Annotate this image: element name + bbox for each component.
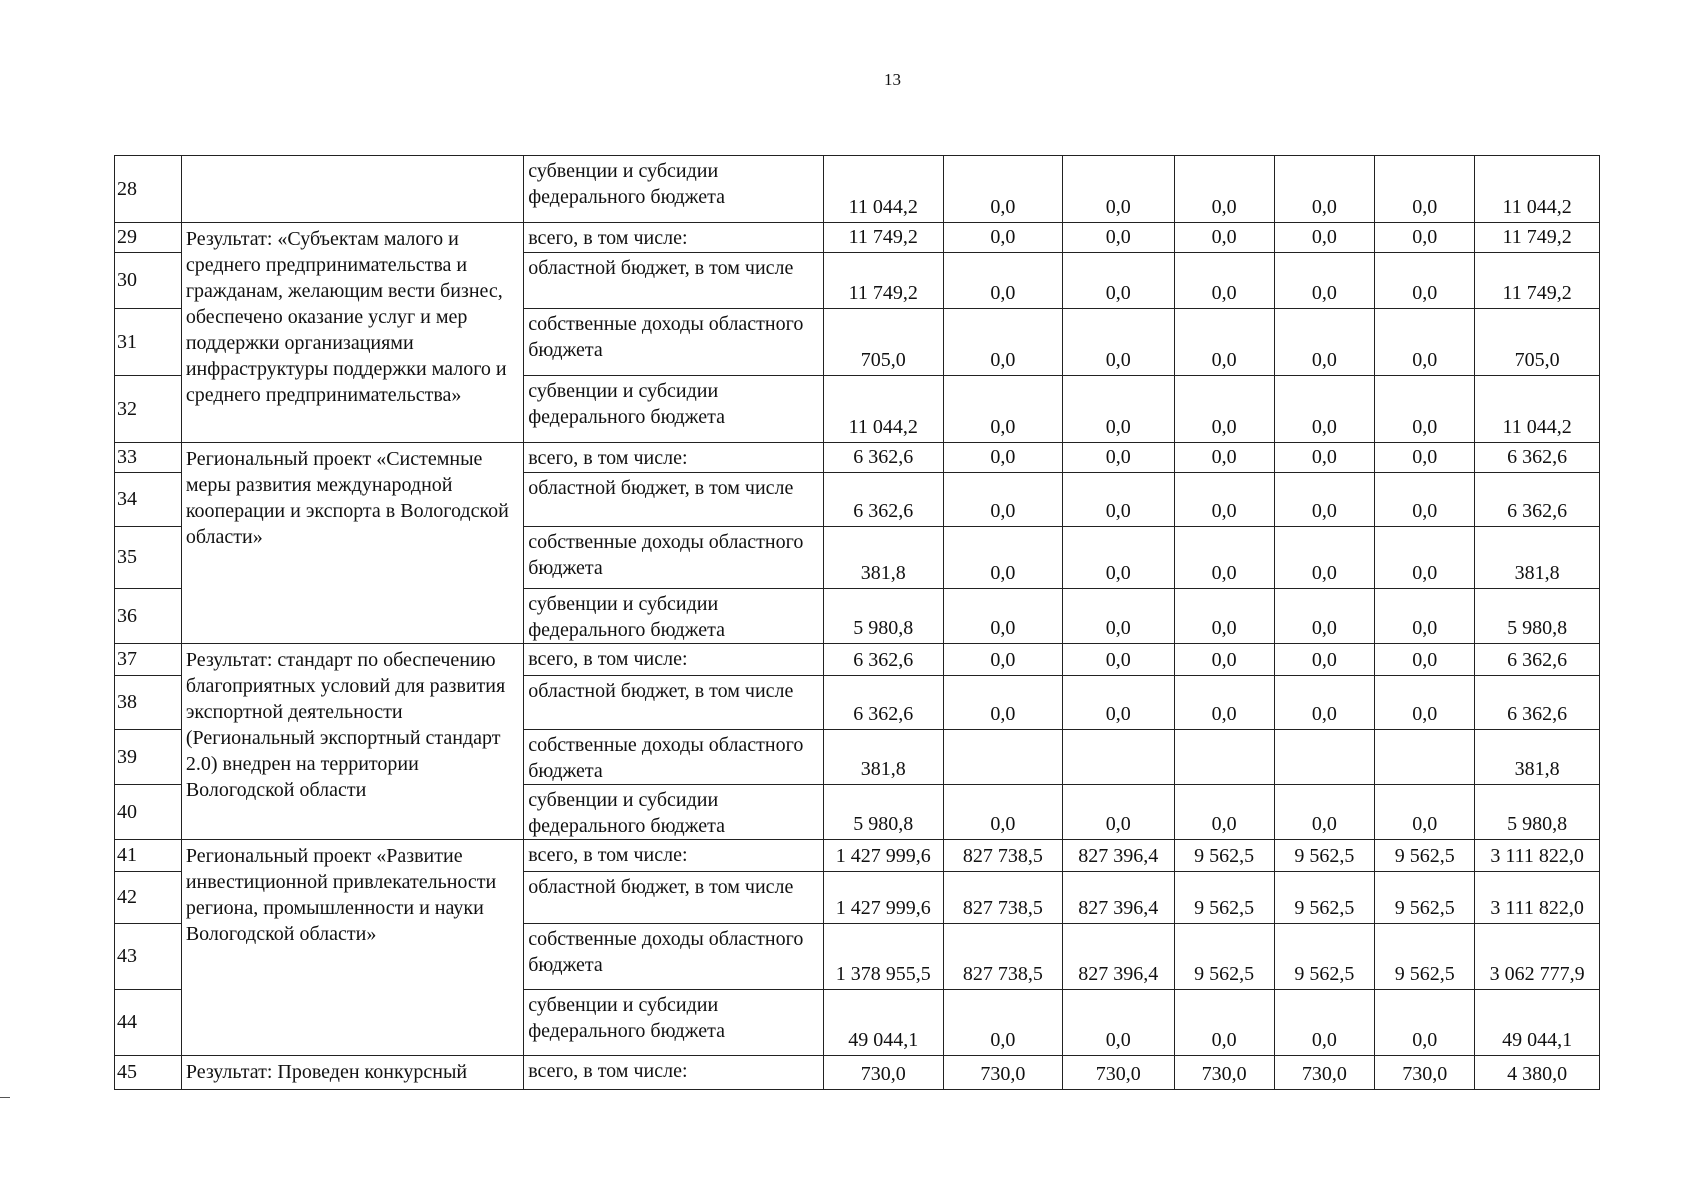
- row-number: 43: [115, 924, 182, 990]
- year-value: 0,0: [1063, 376, 1174, 443]
- funding-source: областной бюджет, в том числе: [524, 872, 824, 924]
- total-value: 3 111 822,0: [1475, 840, 1600, 872]
- year-value: 0,0: [943, 676, 1063, 730]
- year-value: 0,0: [1274, 785, 1374, 840]
- row-number: 40: [115, 785, 182, 840]
- year-value: 0,0: [1174, 676, 1274, 730]
- year-value: 0,0: [1174, 473, 1274, 527]
- year-value: 0,0: [943, 443, 1063, 473]
- year-value: 0,0: [1274, 309, 1374, 376]
- total-value: 3 062 777,9: [1475, 924, 1600, 990]
- year-value: 0,0: [1274, 990, 1374, 1056]
- total-value: 5 980,8: [1475, 785, 1600, 840]
- table-row: [115, 644, 1600, 676]
- year-value: 0,0: [1063, 156, 1174, 223]
- year-value: 9 562,5: [1174, 924, 1274, 990]
- year-value: 730,0: [943, 1056, 1063, 1090]
- table-row: [115, 223, 1600, 253]
- year-value: 0,0: [1274, 473, 1374, 527]
- total-value: 6 362,6: [1475, 676, 1600, 730]
- year-value: 0,0: [1063, 473, 1174, 527]
- year-value: 0,0: [1063, 253, 1174, 309]
- year-value: 827 738,5: [943, 840, 1063, 872]
- year-value: 6 362,6: [824, 473, 944, 527]
- year-value: 0,0: [1174, 253, 1274, 309]
- row-number: 30: [115, 253, 182, 309]
- year-value: [943, 730, 1063, 785]
- year-value: 0,0: [943, 473, 1063, 527]
- year-value: 5 980,8: [824, 785, 944, 840]
- year-value: 827 738,5: [943, 924, 1063, 990]
- year-value: 0,0: [1274, 253, 1374, 309]
- year-value: 827 396,4: [1063, 924, 1174, 990]
- year-value: 9 562,5: [1375, 924, 1475, 990]
- year-value: 0,0: [1063, 223, 1174, 253]
- row-number: 38: [115, 676, 182, 730]
- funding-source: областной бюджет, в том числе: [524, 473, 824, 527]
- total-value: 6 362,6: [1475, 443, 1600, 473]
- year-value: 9 562,5: [1274, 872, 1374, 924]
- year-value: 0,0: [943, 223, 1063, 253]
- year-value: 0,0: [1375, 644, 1475, 676]
- funding-source: собственные доходы областного бюджета: [524, 730, 824, 785]
- total-value: 11 749,2: [1475, 253, 1600, 309]
- row-number: 39: [115, 730, 182, 785]
- year-value: 0,0: [943, 644, 1063, 676]
- year-value: 381,8: [824, 730, 944, 785]
- year-value: 730,0: [1274, 1056, 1374, 1090]
- year-value: 0,0: [1375, 376, 1475, 443]
- funding-source: собственные доходы областного бюджета: [524, 309, 824, 376]
- year-value: 0,0: [1274, 223, 1374, 253]
- year-value: 0,0: [1274, 589, 1374, 644]
- year-value: 381,8: [824, 527, 944, 589]
- budget-table: [114, 155, 1600, 1090]
- year-value: 730,0: [1375, 1056, 1475, 1090]
- row-number: 45: [115, 1056, 182, 1090]
- year-value: 9 562,5: [1174, 872, 1274, 924]
- funding-source: всего, в том числе:: [524, 840, 824, 872]
- year-value: 730,0: [1063, 1056, 1174, 1090]
- year-value: 5 980,8: [824, 589, 944, 644]
- row-number: 28: [115, 156, 182, 223]
- year-value: 0,0: [1174, 527, 1274, 589]
- year-value: 0,0: [1375, 676, 1475, 730]
- year-value: 1 427 999,6: [824, 840, 944, 872]
- year-value: 0,0: [1063, 527, 1174, 589]
- year-value: 1 378 955,5: [824, 924, 944, 990]
- row-number: 35: [115, 527, 182, 589]
- year-value: 0,0: [1063, 990, 1174, 1056]
- year-value: 0,0: [1375, 253, 1475, 309]
- funding-source: субвенции и субсидии федерального бюджета: [524, 589, 824, 644]
- year-value: [1174, 730, 1274, 785]
- row-number: 34: [115, 473, 182, 527]
- row-number: 36: [115, 589, 182, 644]
- year-value: 11 044,2: [824, 156, 944, 223]
- year-value: 0,0: [943, 376, 1063, 443]
- table-row: [115, 840, 1600, 872]
- year-value: 0,0: [1174, 443, 1274, 473]
- year-value: 730,0: [1174, 1056, 1274, 1090]
- year-value: 9 562,5: [1375, 872, 1475, 924]
- total-value: 705,0: [1475, 309, 1600, 376]
- item-name: Региональный проект «Системные меры развития международной кооперации и экспорта в Вологодской области»: [181, 443, 523, 644]
- year-value: 827 396,4: [1063, 840, 1174, 872]
- year-value: [1274, 730, 1374, 785]
- funding-source: собственные доходы областного бюджета: [524, 527, 824, 589]
- item-name: Результат: Проведен конкурсный: [181, 1056, 523, 1090]
- row-number: 37: [115, 644, 182, 676]
- total-value: 11 044,2: [1475, 376, 1600, 443]
- row-number: 29: [115, 223, 182, 253]
- year-value: 6 362,6: [824, 676, 944, 730]
- total-value: 5 980,8: [1475, 589, 1600, 644]
- year-value: 0,0: [1174, 309, 1274, 376]
- year-value: 0,0: [1274, 156, 1374, 223]
- row-number: 32: [115, 376, 182, 443]
- row-number: 33: [115, 443, 182, 473]
- year-value: 0,0: [1063, 676, 1174, 730]
- total-value: 11 044,2: [1475, 156, 1600, 223]
- year-value: 0,0: [1274, 443, 1374, 473]
- total-value: 381,8: [1475, 730, 1600, 785]
- year-value: 0,0: [1174, 376, 1274, 443]
- year-value: 6 362,6: [824, 644, 944, 676]
- item-name: Результат: стандарт по обеспечению благоприятных условий для развития экспортной деятельности (Региональный экспортный стандарт 2.0) внедрен на территории Вологодской области: [181, 644, 523, 840]
- total-value: 11 749,2: [1475, 223, 1600, 253]
- funding-source: всего, в том числе:: [524, 443, 824, 473]
- year-value: 0,0: [1375, 589, 1475, 644]
- year-value: 0,0: [943, 309, 1063, 376]
- total-value: 3 111 822,0: [1475, 872, 1600, 924]
- year-value: 49 044,1: [824, 990, 944, 1056]
- year-value: [1063, 730, 1174, 785]
- row-number: 31: [115, 309, 182, 376]
- year-value: 6 362,6: [824, 443, 944, 473]
- item-name: Результат: «Субъектам малого и среднего предпринимательства и гражданам, желающим вести бизнес, обеспечено оказание услуг и мер поддержки организациями инфраструктуры поддержки малого и среднего предпринимательства»: [181, 223, 523, 443]
- year-value: 11 044,2: [824, 376, 944, 443]
- total-value: 6 362,6: [1475, 644, 1600, 676]
- item-name: [181, 156, 523, 223]
- year-value: 0,0: [1375, 223, 1475, 253]
- funding-source: субвенции и субсидии федерального бюджета: [524, 990, 824, 1056]
- year-value: 0,0: [1174, 223, 1274, 253]
- year-value: 0,0: [1174, 156, 1274, 223]
- table-body: [115, 156, 1600, 1090]
- year-value: 0,0: [1063, 589, 1174, 644]
- year-value: 0,0: [1375, 990, 1475, 1056]
- year-value: 0,0: [1063, 785, 1174, 840]
- year-value: 0,0: [943, 253, 1063, 309]
- total-value: 49 044,1: [1475, 990, 1600, 1056]
- year-value: 9 562,5: [1174, 840, 1274, 872]
- year-value: 0,0: [943, 990, 1063, 1056]
- funding-source: собственные доходы областного бюджета: [524, 924, 824, 990]
- year-value: 1 427 999,6: [824, 872, 944, 924]
- year-value: 0,0: [1274, 376, 1374, 443]
- total-value: 6 362,6: [1475, 473, 1600, 527]
- year-value: [1375, 730, 1475, 785]
- year-value: 0,0: [943, 589, 1063, 644]
- table-row: [115, 443, 1600, 473]
- year-value: 0,0: [1174, 644, 1274, 676]
- year-value: 0,0: [1274, 644, 1374, 676]
- total-value: 4 380,0: [1475, 1056, 1600, 1090]
- row-number: 42: [115, 872, 182, 924]
- year-value: 0,0: [1063, 443, 1174, 473]
- funding-source: областной бюджет, в том числе: [524, 676, 824, 730]
- year-value: 0,0: [943, 156, 1063, 223]
- year-value: 0,0: [1063, 309, 1174, 376]
- row-number: 44: [115, 990, 182, 1056]
- year-value: 0,0: [1174, 785, 1274, 840]
- year-value: 0,0: [1375, 473, 1475, 527]
- year-value: 0,0: [1375, 309, 1475, 376]
- funding-source: всего, в том числе:: [524, 223, 824, 253]
- year-value: 11 749,2: [824, 253, 944, 309]
- funding-source: всего, в том числе:: [524, 644, 824, 676]
- year-value: 0,0: [943, 785, 1063, 840]
- funding-source: всего, в том числе:: [524, 1056, 824, 1090]
- year-value: 827 396,4: [1063, 872, 1174, 924]
- year-value: 9 562,5: [1274, 924, 1374, 990]
- funding-source: субвенции и субсидии федерального бюджета: [524, 785, 824, 840]
- table-row: [115, 156, 1600, 223]
- year-value: 0,0: [1375, 785, 1475, 840]
- year-value: 0,0: [1375, 156, 1475, 223]
- year-value: 11 749,2: [824, 223, 944, 253]
- year-value: 0,0: [1274, 676, 1374, 730]
- year-value: 0,0: [1063, 644, 1174, 676]
- table-row: [115, 1056, 1600, 1090]
- margin-mark: [0, 1097, 10, 1098]
- year-value: 0,0: [943, 527, 1063, 589]
- year-value: 730,0: [824, 1056, 944, 1090]
- total-value: 381,8: [1475, 527, 1600, 589]
- year-value: 0,0: [1375, 443, 1475, 473]
- year-value: 0,0: [1174, 589, 1274, 644]
- year-value: 827 738,5: [943, 872, 1063, 924]
- year-value: 0,0: [1174, 990, 1274, 1056]
- year-value: 0,0: [1375, 527, 1475, 589]
- year-value: 9 562,5: [1274, 840, 1374, 872]
- year-value: 9 562,5: [1375, 840, 1475, 872]
- year-value: 0,0: [1274, 527, 1374, 589]
- item-name: Региональный проект «Развитие инвестиционной привлекательности региона, промышленности и науки Вологодской области»: [181, 840, 523, 1056]
- funding-source: субвенции и субсидии федерального бюджета: [524, 376, 824, 443]
- funding-source: субвенции и субсидии федерального бюджета: [524, 156, 824, 223]
- funding-source: областной бюджет, в том числе: [524, 253, 824, 309]
- page-number: 13: [884, 70, 901, 89]
- year-value: 705,0: [824, 309, 944, 376]
- row-number: 41: [115, 840, 182, 872]
